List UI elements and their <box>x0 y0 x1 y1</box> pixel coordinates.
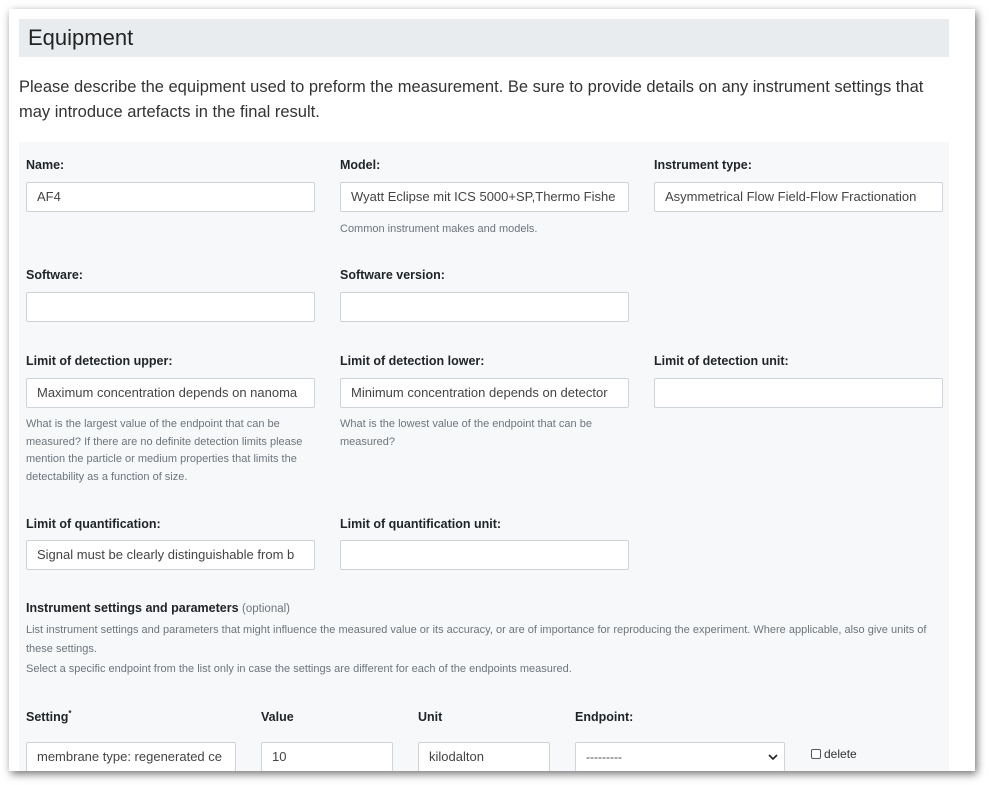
value-input[interactable]: 10 <box>261 742 393 771</box>
lod-upper-help: What is the largest value of the endpoint that can be measured? If there are no definite detection limits please mention the particle or medium properties that limits the detectability as a function of size. <box>26 418 303 483</box>
loq-unit-label: Limit of quantification unit: <box>340 517 502 531</box>
section-intro: Please describe the equipment used to preform the measurement. Be sure to provide details on any instrument settings that may introduce artefacts in the final result. <box>19 78 924 121</box>
instrument-type-label: Instrument type: <box>654 158 752 172</box>
lod-upper-input[interactable]: Maximum concentration depends on nanoma <box>26 378 315 408</box>
lod-lower-input[interactable]: Minimum concentration depends on detector <box>340 378 629 408</box>
form-panel <box>19 142 949 771</box>
unit-input[interactable]: kilodalton <box>418 742 550 771</box>
lod-lower-help: What is the lowest value of the endpoint that can be measured? <box>340 418 592 448</box>
setting-column-label: Setting <box>26 710 69 725</box>
unit-column-header: Unit <box>418 710 443 724</box>
model-label: Model: <box>340 158 381 172</box>
required-mark: * <box>68 709 72 718</box>
loq-input[interactable]: Signal must be clearly distinguishable from b <box>26 540 315 570</box>
settings-optional: (optional) <box>242 603 290 615</box>
setting-column-header <box>26 709 71 724</box>
software-version-label: Software version: <box>340 268 445 282</box>
software-label: Software: <box>26 268 83 282</box>
settings-title-text: Instrument settings and parameters <box>26 601 239 615</box>
lod-upper-label: Limit of detection upper: <box>26 354 173 368</box>
lod-unit-input[interactable] <box>654 378 943 408</box>
section-title: Equipment <box>28 25 134 50</box>
section-header <box>19 19 949 57</box>
name-label: Name: <box>26 158 65 172</box>
endpoint-selected-value: --------- <box>586 750 622 764</box>
settings-help-2: Select a specific endpoint from the list only in case the settings are different for each of the endpoints measured. <box>26 663 572 675</box>
delete-label[interactable]: delete <box>824 747 857 761</box>
chevron-down-icon <box>768 752 778 762</box>
loq-label: Limit of quantification: <box>26 517 161 531</box>
software-input[interactable] <box>26 292 315 322</box>
loq-unit-input[interactable] <box>340 540 629 570</box>
value-column-header: Value <box>261 710 294 724</box>
settings-help-1: List instrument settings and parameters that might influence the measured value or its accuracy, or are of importance for reproducing the experiment. Where applicable, also give units of these settings. <box>26 624 927 655</box>
settings-title <box>26 601 290 615</box>
model-help: Common instrument makes and models. <box>340 223 538 235</box>
model-input[interactable]: Wyatt Eclipse mit ICS 5000+SP,Thermo Fishe <box>340 182 629 212</box>
setting-input[interactable]: membrane type: regenerated ce <box>26 742 236 771</box>
software-version-input[interactable] <box>340 292 629 322</box>
lod-lower-label: Limit of detection lower: <box>340 354 485 368</box>
equipment-form-frame <box>9 9 975 771</box>
instrument-type-input[interactable]: Asymmetrical Flow Field-Flow Fractionation <box>654 182 943 212</box>
endpoint-column-header: Endpoint: <box>575 710 634 724</box>
lod-unit-label: Limit of detection unit: <box>654 354 789 368</box>
delete-checkbox[interactable] <box>811 749 821 759</box>
name-input[interactable]: AF4 <box>26 182 315 212</box>
endpoint-select[interactable] <box>575 742 785 771</box>
